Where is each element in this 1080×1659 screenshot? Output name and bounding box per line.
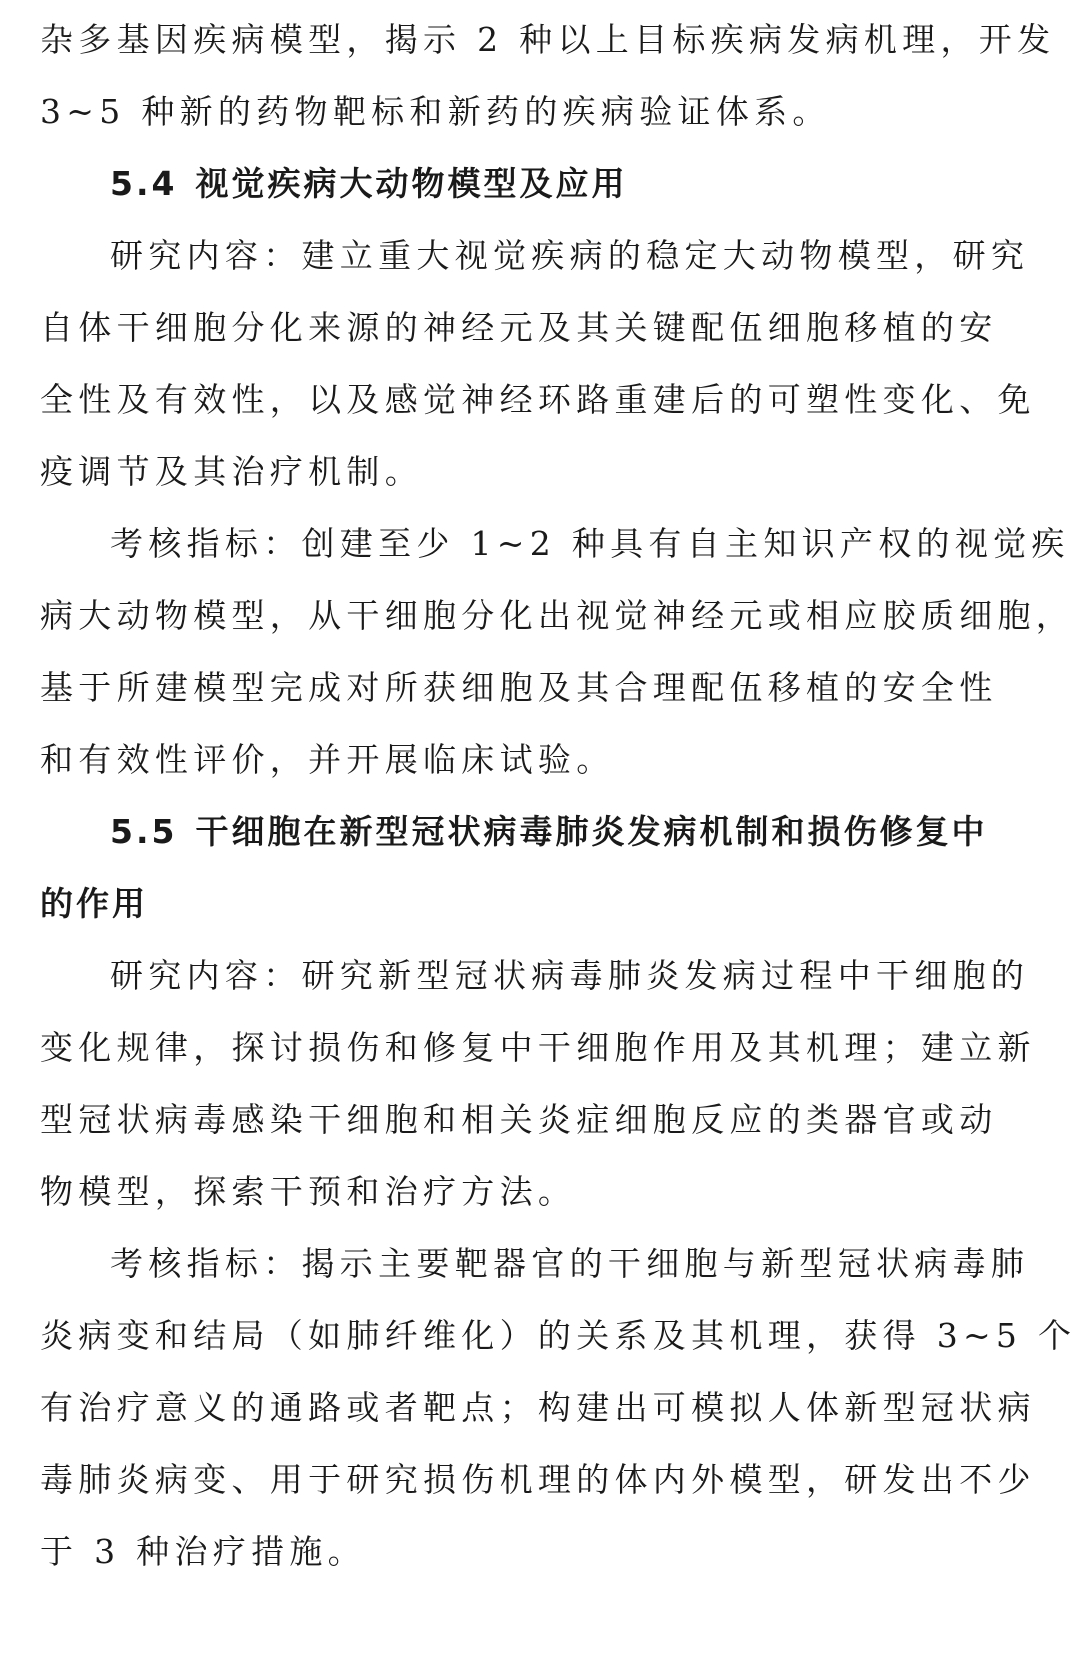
text-line: 物模型，探索干预和治疗方法。 <box>40 1172 577 1211</box>
section-heading-5-5 <box>40 796 1040 940</box>
research-paragraph <box>40 940 1040 1228</box>
text-line: 杂多基因疾病模型，揭示 2 种以上目标疾病发病机理，开发 <box>40 20 1056 59</box>
text-line: 毒肺炎病变、用于研究损伤机理的体内外模型，研发出不少 <box>40 1460 1036 1499</box>
text-line: 型冠状病毒感染干细胞和相关炎症细胞反应的类器官或动 <box>40 1100 998 1139</box>
text-line: 研究内容：建立重大视觉疾病的稳定大动物模型，研究 <box>110 236 1030 275</box>
document-page <box>0 4 1080 1659</box>
section-title: 视觉疾病大动物模型及应用 <box>195 164 628 203</box>
text-line: 病大动物模型，从干细胞分化出视觉神经元或相应胶质细胞， <box>40 596 1075 635</box>
research-paragraph <box>40 220 1040 508</box>
text-line: 3~5 种新的药物靶标和新药的疾病验证体系。 <box>40 92 831 131</box>
text-line: 于 3 种治疗措施。 <box>40 1532 366 1571</box>
text-line: 考核指标：创建至少 1~2 种具有自主知识产权的视觉疾 <box>110 524 1070 563</box>
text-line: 变化规律，探讨损伤和修复中干细胞作用及其机理；建立新 <box>40 1028 1036 1067</box>
assessment-paragraph <box>40 1228 1077 1588</box>
text-line: 基于所建模型完成对所获细胞及其合理配伍移植的安全性 <box>40 668 998 707</box>
section-number: 5.5 <box>110 812 178 851</box>
text-line: 炎病变和结局（如肺纤维化）的关系及其机理，获得 3~5 个 <box>40 1316 1077 1355</box>
section-heading-5-4 <box>40 148 1040 220</box>
text-line: 全性及有效性，以及感觉神经环路重建后的可塑性变化、免 <box>40 380 1036 419</box>
section-title-continued: 的作用 <box>40 884 148 923</box>
text-line: 有治疗意义的通路或者靶点；构建出可模拟人体新型冠状病 <box>40 1388 1036 1427</box>
text-line: 研究内容：研究新型冠状病毒肺炎发病过程中干细胞的 <box>110 956 1030 995</box>
section-title: 干细胞在新型冠状病毒肺炎发病机制和损伤修复中 <box>195 812 988 851</box>
text-line: 疫调节及其治疗机制。 <box>40 452 423 491</box>
text-line: 和有效性评价，并开展临床试验。 <box>40 740 615 779</box>
text-line: 考核指标：揭示主要靶器官的干细胞与新型冠状病毒肺 <box>110 1244 1030 1283</box>
assessment-paragraph <box>40 508 1075 796</box>
section-number: 5.4 <box>110 164 178 203</box>
text-line: 自体干细胞分化来源的神经元及其关键配伍细胞移植的安 <box>40 308 998 347</box>
